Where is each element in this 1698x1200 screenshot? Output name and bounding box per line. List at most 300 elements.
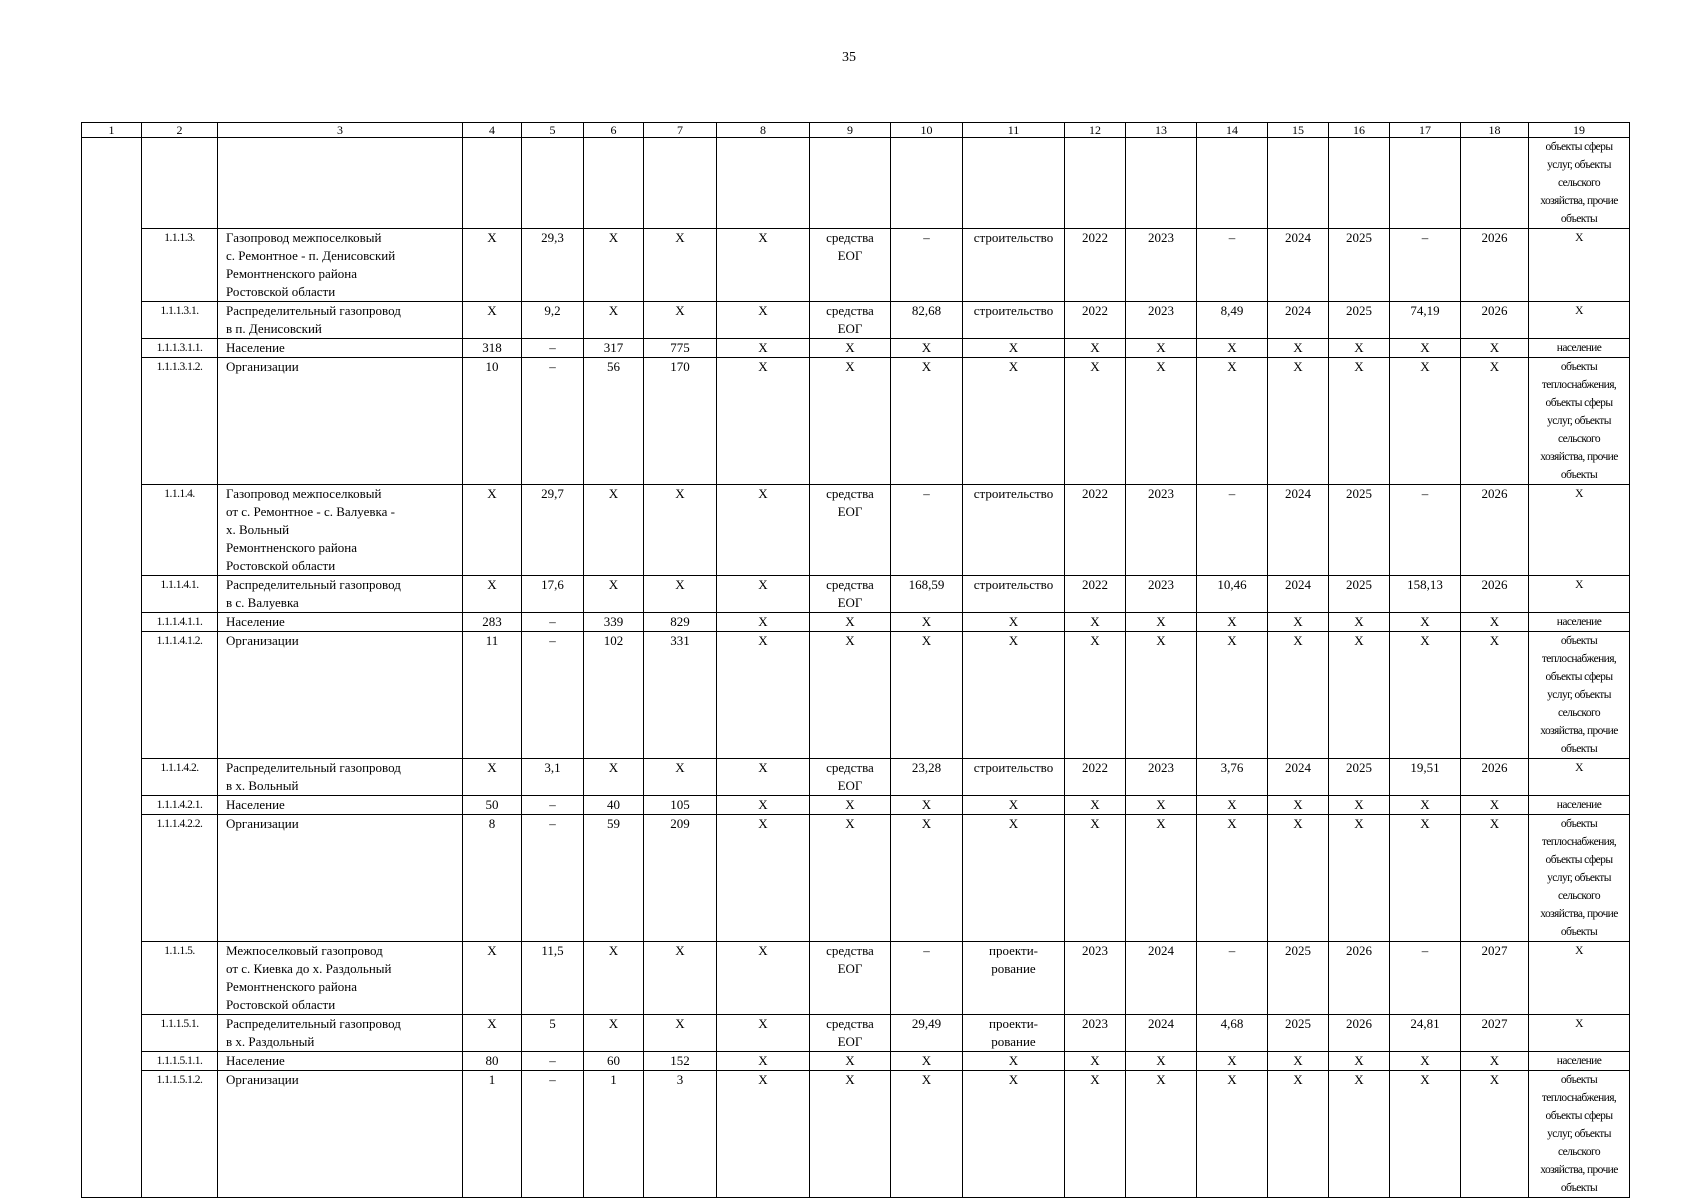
consumer-type-line: объекты <box>1560 1182 1598 1194</box>
value-cell-col-13: Х <box>1126 358 1197 485</box>
value-cell-col-12: Х <box>1065 1052 1126 1071</box>
value-cell-col-12: Х <box>1065 815 1126 942</box>
value-cell-col-17: – <box>1390 229 1461 302</box>
object-name-line: Распределительный газопровод <box>226 303 401 318</box>
header-cell: 2 <box>142 123 218 138</box>
value-cell-col-14: Х <box>1197 613 1268 632</box>
consumer-type-cell <box>1529 942 1630 1015</box>
value-cell-col-17: Х <box>1390 1071 1461 1198</box>
consumer-type-line: услуг, объекты <box>1547 1128 1611 1140</box>
value-cell-col-17: Х <box>1390 613 1461 632</box>
value-cell-col-15: 2024 <box>1268 302 1329 339</box>
item-number-cell: 1.1.1.5.1. <box>142 1015 218 1052</box>
value-cell-col-4: 1 <box>463 1071 522 1198</box>
value-cell-col-18: 2026 <box>1461 576 1529 613</box>
value-cell-col-10: – <box>891 942 963 1015</box>
value-cell-col-7: 829 <box>644 613 717 632</box>
value-cell-col-13: 2024 <box>1126 1015 1197 1052</box>
value-cell-col-4: 80 <box>463 1052 522 1071</box>
header-cell: 1 <box>82 123 142 138</box>
object-name-cell <box>218 815 463 942</box>
value-cell-col-4: 8 <box>463 815 522 942</box>
value-cell-col-10: Х <box>891 815 963 942</box>
item-number-cell: 1.1.1.5. <box>142 942 218 1015</box>
value-cell-col-14: – <box>1197 229 1268 302</box>
object-name-cell <box>218 229 463 302</box>
table-row <box>82 1052 1630 1071</box>
value-cell-col-9: средства ЕОГ <box>810 1015 891 1052</box>
value-cell-col-17: – <box>1390 485 1461 576</box>
value-cell-col-13 <box>1126 138 1197 229</box>
value-cell-col-10: 82,68 <box>891 302 963 339</box>
consumer-type-line: сельского <box>1558 890 1600 902</box>
header-cell: 18 <box>1461 123 1529 138</box>
value-cell-col-5: 29,3 <box>522 229 584 302</box>
consumer-type-line: объекты сферы <box>1545 397 1613 409</box>
value-cell-col-13: 2023 <box>1126 576 1197 613</box>
object-name-line: Организации <box>226 633 299 648</box>
table-row <box>82 815 1630 942</box>
value-cell-col-6: 1 <box>584 1071 644 1198</box>
consumer-type-line: Х <box>1575 305 1583 317</box>
value-cell-col-11: проекти- рование <box>963 1015 1065 1052</box>
header-cell: 3 <box>218 123 463 138</box>
consumer-type-line: население <box>1556 799 1602 811</box>
value-cell-col-17 <box>1390 138 1461 229</box>
value-cell-col-13: Х <box>1126 613 1197 632</box>
consumer-type-line: объекты <box>1560 818 1598 830</box>
object-name-line: Организации <box>226 816 299 831</box>
consumer-type-line: население <box>1556 1055 1602 1067</box>
value-cell-col-10: Х <box>891 339 963 358</box>
value-cell-col-5: 11,5 <box>522 942 584 1015</box>
object-name-line: Газопровод межпоселковый <box>226 486 382 501</box>
item-number-cell: 1.1.1.4.2.1. <box>142 796 218 815</box>
value-cell-col-11: строительство <box>963 576 1065 613</box>
value-cell-col-12: Х <box>1065 339 1126 358</box>
value-cell-col-12: 2023 <box>1065 1015 1126 1052</box>
value-cell-col-12: 2022 <box>1065 759 1126 796</box>
value-cell-col-10: Х <box>891 1052 963 1071</box>
value-cell-col-9: средства ЕОГ <box>810 302 891 339</box>
value-cell-col-8: Х <box>717 229 810 302</box>
consumer-type-cell <box>1529 229 1630 302</box>
consumer-type-line: объекты сферы <box>1545 854 1613 866</box>
value-cell-col-13: 2023 <box>1126 302 1197 339</box>
value-cell-col-11: Х <box>963 1052 1065 1071</box>
item-number-cell: 1.1.1.4. <box>142 485 218 576</box>
consumer-type-line: объекты сферы <box>1545 1110 1613 1122</box>
value-cell-col-11: проекти- рование <box>963 942 1065 1015</box>
value-cell-col-8: Х <box>717 796 810 815</box>
table-row <box>82 1071 1630 1198</box>
value-cell-col-8: Х <box>717 576 810 613</box>
consumer-type-line: объекты <box>1560 926 1598 938</box>
header-cell: 19 <box>1529 123 1630 138</box>
value-cell-col-17: Х <box>1390 358 1461 485</box>
value-cell-col-13: 2023 <box>1126 485 1197 576</box>
value-cell-col-4: Х <box>463 576 522 613</box>
header-cell: 8 <box>717 123 810 138</box>
value-cell-col-7: Х <box>644 302 717 339</box>
value-cell-col-14: Х <box>1197 1071 1268 1198</box>
value-cell-col-8: Х <box>717 815 810 942</box>
value-cell-col-9: Х <box>810 632 891 759</box>
value-cell-col-10: Х <box>891 1071 963 1198</box>
value-cell-col-7 <box>644 138 717 229</box>
object-name-line: Население <box>226 797 285 812</box>
value-cell-col-14: Х <box>1197 339 1268 358</box>
value-cell-col-11: строительство <box>963 229 1065 302</box>
consumer-type-line: хозяйства, прочие <box>1540 908 1618 920</box>
value-cell-col-12 <box>1065 138 1126 229</box>
value-cell-col-17: 19,51 <box>1390 759 1461 796</box>
value-cell-col-17: 158,13 <box>1390 576 1461 613</box>
object-name-cell <box>218 485 463 576</box>
consumer-type-line: услуг, объекты <box>1547 159 1611 171</box>
value-cell-col-18: 2027 <box>1461 1015 1529 1052</box>
consumer-type-cell <box>1529 485 1630 576</box>
value-cell-col-14: 10,46 <box>1197 576 1268 613</box>
value-cell-col-8: Х <box>717 632 810 759</box>
table-row <box>82 358 1630 485</box>
value-cell-col-9: средства ЕОГ <box>810 576 891 613</box>
consumer-type-line: население <box>1556 616 1602 628</box>
consumer-type-line: объекты сферы <box>1545 141 1613 153</box>
value-cell-col-13: 2023 <box>1126 229 1197 302</box>
value-cell-col-7: 209 <box>644 815 717 942</box>
value-cell-col-12: Х <box>1065 632 1126 759</box>
consumer-type-cell <box>1529 576 1630 613</box>
object-name-line: Население <box>226 340 285 355</box>
object-name-line: Распределительный газопровод <box>226 577 401 592</box>
value-cell-col-5: – <box>522 613 584 632</box>
value-cell-col-18: Х <box>1461 796 1529 815</box>
value-cell-col-14: Х <box>1197 796 1268 815</box>
consumer-type-line: объекты <box>1560 361 1598 373</box>
value-cell-col-10: Х <box>891 632 963 759</box>
value-cell-col-10: Х <box>891 613 963 632</box>
object-name-line: Население <box>226 1053 285 1068</box>
value-cell-col-17: Х <box>1390 1052 1461 1071</box>
object-name-cell <box>218 1015 463 1052</box>
value-cell-col-8: Х <box>717 339 810 358</box>
header-cell: 10 <box>891 123 963 138</box>
value-cell-col-15: Х <box>1268 358 1329 485</box>
value-cell-col-6: 60 <box>584 1052 644 1071</box>
table-row <box>82 942 1630 1015</box>
value-cell-col-5: – <box>522 339 584 358</box>
consumer-type-line: население <box>1556 342 1602 354</box>
value-cell-col-4: 10 <box>463 358 522 485</box>
consumer-type-line: Х <box>1575 762 1583 774</box>
value-cell-col-18 <box>1461 138 1529 229</box>
value-cell-col-13: 2023 <box>1126 759 1197 796</box>
value-cell-col-5: – <box>522 796 584 815</box>
value-cell-col-15: Х <box>1268 1052 1329 1071</box>
value-cell-col-10: 23,28 <box>891 759 963 796</box>
item-number-cell: 1.1.1.4.1.2. <box>142 632 218 759</box>
value-cell-col-9: средства ЕОГ <box>810 759 891 796</box>
object-name-line: Организации <box>226 1072 299 1087</box>
value-cell-col-16: 2026 <box>1329 1015 1390 1052</box>
value-cell-col-8: Х <box>717 485 810 576</box>
header-cell: 13 <box>1126 123 1197 138</box>
value-cell-col-8: Х <box>717 1052 810 1071</box>
value-cell-col-8: Х <box>717 358 810 485</box>
value-cell-col-17: 24,81 <box>1390 1015 1461 1052</box>
value-cell-col-15: Х <box>1268 613 1329 632</box>
consumer-type-cell <box>1529 1071 1630 1198</box>
value-cell-col-10: Х <box>891 358 963 485</box>
object-name-line: с. Ремонтное - п. Денисовский <box>226 248 396 263</box>
value-cell-col-4: Х <box>463 942 522 1015</box>
value-cell-col-7: Х <box>644 229 717 302</box>
value-cell-col-4: 11 <box>463 632 522 759</box>
value-cell-col-11: Х <box>963 1071 1065 1198</box>
value-cell-col-15: Х <box>1268 632 1329 759</box>
item-number-cell: 1.1.1.3.1. <box>142 302 218 339</box>
header-cell: 12 <box>1065 123 1126 138</box>
consumer-type-line: сельского <box>1558 433 1600 445</box>
value-cell-col-11 <box>963 138 1065 229</box>
value-cell-col-18: Х <box>1461 339 1529 358</box>
value-cell-col-17: Х <box>1390 796 1461 815</box>
value-cell-col-10: 168,59 <box>891 576 963 613</box>
page-number: 35 <box>842 50 856 65</box>
value-cell-col-4: 50 <box>463 796 522 815</box>
value-cell-col-15: 2024 <box>1268 576 1329 613</box>
value-cell-col-9: Х <box>810 796 891 815</box>
table-row <box>82 138 1630 229</box>
table-row <box>82 796 1630 815</box>
value-cell-col-11: Х <box>963 613 1065 632</box>
value-cell-col-15: 2024 <box>1268 759 1329 796</box>
header-cell: 16 <box>1329 123 1390 138</box>
value-cell-col-5: 3,1 <box>522 759 584 796</box>
consumer-type-line: теплоснабжения, <box>1541 653 1617 665</box>
value-cell-col-6: Х <box>584 576 644 613</box>
table-row <box>82 485 1630 576</box>
object-name-line: от с. Ремонтное - с. Валуевка - <box>226 504 395 519</box>
value-cell-col-18: 2026 <box>1461 759 1529 796</box>
header-cell: 17 <box>1390 123 1461 138</box>
value-cell-col-8: Х <box>717 302 810 339</box>
value-cell-col-15: 2025 <box>1268 942 1329 1015</box>
value-cell-col-12: 2022 <box>1065 485 1126 576</box>
value-cell-col-14: Х <box>1197 1052 1268 1071</box>
value-cell-col-7: Х <box>644 576 717 613</box>
object-name-cell <box>218 613 463 632</box>
value-cell-col-5: – <box>522 358 584 485</box>
value-cell-col-9: средства ЕОГ <box>810 942 891 1015</box>
value-cell-col-7: Х <box>644 1015 717 1052</box>
value-cell-col-18: Х <box>1461 358 1529 485</box>
value-cell-col-7: 331 <box>644 632 717 759</box>
value-cell-col-13: Х <box>1126 815 1197 942</box>
value-cell-col-4: Х <box>463 229 522 302</box>
value-cell-col-15: 2024 <box>1268 229 1329 302</box>
object-name-line: в п. Денисовский <box>226 321 322 336</box>
consumer-type-line: сельского <box>1558 707 1600 719</box>
value-cell-col-14: 3,76 <box>1197 759 1268 796</box>
value-cell-col-14: 8,49 <box>1197 302 1268 339</box>
value-cell-col-11: строительство <box>963 759 1065 796</box>
value-cell-col-6: 317 <box>584 339 644 358</box>
header-cell: 7 <box>644 123 717 138</box>
value-cell-col-18: 2026 <box>1461 485 1529 576</box>
value-cell-col-6: 59 <box>584 815 644 942</box>
value-cell-col-14: – <box>1197 485 1268 576</box>
value-cell-col-6: Х <box>584 942 644 1015</box>
item-number-cell: 1.1.1.4.2.2. <box>142 815 218 942</box>
value-cell-col-6: Х <box>584 485 644 576</box>
value-cell-col-8: Х <box>717 613 810 632</box>
consumer-type-cell <box>1529 138 1630 229</box>
value-cell-col-5: 29,7 <box>522 485 584 576</box>
value-cell-col-15: Х <box>1268 1071 1329 1198</box>
table-row <box>82 632 1630 759</box>
value-cell-col-9: средства ЕОГ <box>810 485 891 576</box>
value-cell-col-18: Х <box>1461 815 1529 942</box>
value-cell-col-18: Х <box>1461 1071 1529 1198</box>
object-name-line: Ростовской области <box>226 284 336 299</box>
value-cell-col-4: Х <box>463 759 522 796</box>
table-row <box>82 339 1630 358</box>
object-name-line: х. Вольный <box>226 522 290 537</box>
value-cell-col-9: Х <box>810 358 891 485</box>
table-row <box>82 576 1630 613</box>
value-cell-col-17: Х <box>1390 632 1461 759</box>
value-cell-col-15: Х <box>1268 815 1329 942</box>
object-name-line: в х. Раздольный <box>226 1034 315 1049</box>
table-row <box>82 229 1630 302</box>
consumer-type-line: услуг, объекты <box>1547 415 1611 427</box>
value-cell-col-9 <box>810 138 891 229</box>
object-name-line: Ремонтненского района <box>226 979 358 994</box>
value-cell-col-7: 105 <box>644 796 717 815</box>
consumer-type-line: услуг, объекты <box>1547 872 1611 884</box>
value-cell-col-6: Х <box>584 302 644 339</box>
value-cell-col-16: Х <box>1329 613 1390 632</box>
consumer-type-cell <box>1529 302 1630 339</box>
table-row <box>82 613 1630 632</box>
value-cell-col-11: Х <box>963 358 1065 485</box>
object-name-cell <box>218 796 463 815</box>
value-cell-col-17: Х <box>1390 339 1461 358</box>
header-cell: 14 <box>1197 123 1268 138</box>
value-cell-col-10 <box>891 138 963 229</box>
object-name-cell <box>218 942 463 1015</box>
consumer-type-line: объекты <box>1560 213 1598 225</box>
item-number-cell: 1.1.1.4.1.1. <box>142 613 218 632</box>
item-number-cell: 1.1.1.3.1.1. <box>142 339 218 358</box>
value-cell-col-6: Х <box>584 1015 644 1052</box>
value-cell-col-11: строительство <box>963 485 1065 576</box>
consumer-type-line: Х <box>1575 1018 1583 1030</box>
value-cell-col-6: 102 <box>584 632 644 759</box>
item-number-cell: 1.1.1.4.1. <box>142 576 218 613</box>
value-cell-col-16: Х <box>1329 815 1390 942</box>
value-cell-col-18: Х <box>1461 613 1529 632</box>
value-cell-col-4: Х <box>463 302 522 339</box>
value-cell-col-9: средства ЕОГ <box>810 229 891 302</box>
value-cell-col-11: строительство <box>963 302 1065 339</box>
header-cell: 6 <box>584 123 644 138</box>
value-cell-col-4: Х <box>463 1015 522 1052</box>
item-number-cell <box>142 138 218 229</box>
item-number-cell: 1.1.1.4.2. <box>142 759 218 796</box>
value-cell-col-6: 339 <box>584 613 644 632</box>
consumer-type-cell <box>1529 1052 1630 1071</box>
value-cell-col-5 <box>522 138 584 229</box>
value-cell-col-13: Х <box>1126 339 1197 358</box>
object-name-line: Распределительный газопровод <box>226 1016 401 1031</box>
value-cell-col-12: 2022 <box>1065 576 1126 613</box>
value-cell-col-14: 4,68 <box>1197 1015 1268 1052</box>
value-cell-col-6: 40 <box>584 796 644 815</box>
consumer-type-cell <box>1529 339 1630 358</box>
consumer-type-line: объекты <box>1560 469 1598 481</box>
value-cell-col-12: Х <box>1065 358 1126 485</box>
value-cell-col-13: Х <box>1126 1071 1197 1198</box>
value-cell-col-5: 9,2 <box>522 302 584 339</box>
object-name-cell <box>218 759 463 796</box>
object-name-cell <box>218 339 463 358</box>
value-cell-col-18: Х <box>1461 1052 1529 1071</box>
consumer-type-cell <box>1529 815 1630 942</box>
value-cell-col-14: Х <box>1197 815 1268 942</box>
value-cell-col-16: Х <box>1329 1052 1390 1071</box>
consumer-type-cell <box>1529 759 1630 796</box>
consumer-type-cell <box>1529 1015 1630 1052</box>
header-cell: 15 <box>1268 123 1329 138</box>
value-cell-col-12: 2022 <box>1065 229 1126 302</box>
value-cell-col-7: 3 <box>644 1071 717 1198</box>
item-number-cell: 1.1.1.3. <box>142 229 218 302</box>
value-cell-col-18: 2027 <box>1461 942 1529 1015</box>
value-cell-col-9: Х <box>810 613 891 632</box>
header-cell: 4 <box>463 123 522 138</box>
object-name-line: от с. Киевка до х. Раздольный <box>226 961 392 976</box>
object-name-line: Межпоселковый газопровод <box>226 943 383 958</box>
table-row <box>82 759 1630 796</box>
consumer-type-line: хозяйства, прочие <box>1540 1164 1618 1176</box>
item-number-cell: 1.1.1.5.1.1. <box>142 1052 218 1071</box>
consumer-type-line: теплоснабжения, <box>1541 379 1617 391</box>
consumer-type-line: Х <box>1575 579 1583 591</box>
header-cell: 9 <box>810 123 891 138</box>
value-cell-col-8: Х <box>717 759 810 796</box>
column-1-cell <box>82 138 142 1198</box>
value-cell-col-16: 2025 <box>1329 485 1390 576</box>
item-number-cell: 1.1.1.3.1.2. <box>142 358 218 485</box>
consumer-type-line: объекты <box>1560 743 1598 755</box>
value-cell-col-6: Х <box>584 759 644 796</box>
value-cell-col-8: Х <box>717 1071 810 1198</box>
value-cell-col-7: 170 <box>644 358 717 485</box>
object-name-line: в х. Вольный <box>226 778 299 793</box>
value-cell-col-18: 2026 <box>1461 302 1529 339</box>
value-cell-col-5: – <box>522 1071 584 1198</box>
object-name-line: Газопровод межпоселковый <box>226 230 382 245</box>
value-cell-col-16: 2025 <box>1329 302 1390 339</box>
value-cell-col-15: Х <box>1268 339 1329 358</box>
value-cell-col-16 <box>1329 138 1390 229</box>
value-cell-col-7: 152 <box>644 1052 717 1071</box>
value-cell-col-14: – <box>1197 942 1268 1015</box>
object-name-cell <box>218 1052 463 1071</box>
